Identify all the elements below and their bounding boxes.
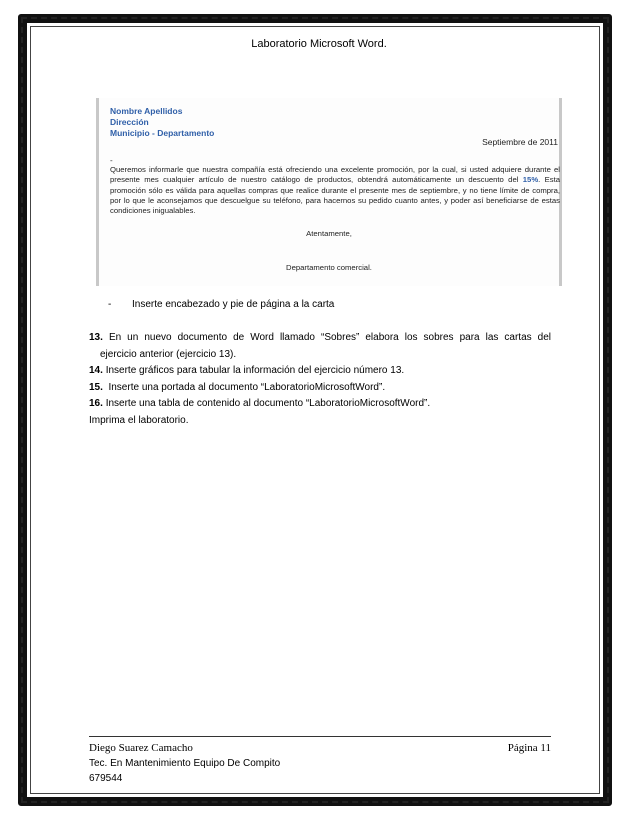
exercise-item-15 xyxy=(89,380,551,397)
letter-dot: - xyxy=(110,156,113,165)
footer-page-number: Página 11 xyxy=(507,742,551,754)
page-footer xyxy=(89,736,551,784)
letter-recipient xyxy=(110,106,214,139)
exercise-number: 16. xyxy=(89,398,103,409)
letter-left-edge xyxy=(96,98,99,286)
letter-name: Nombre Apellidos xyxy=(110,106,183,116)
exercise-number: 14. xyxy=(89,365,103,376)
bullet-item xyxy=(108,299,334,310)
exercise-list xyxy=(89,330,551,429)
letter-body-after: . Esta promoción sólo es válida para aquellas compras que realice durante el presente mes de septiembre, y no tiene límite de compra, por lo que le aconsejamos que descuelgue su teléfono, para hacernos su pedido cuanto antes, y poder así beneficiarse de estas condiciones inigualables. xyxy=(110,175,561,216)
exercise-item-13 xyxy=(89,330,551,347)
letter-date: Septiembre de 2011 xyxy=(482,137,558,147)
exercise-text: Inserte una portada al documento “LaboratorioMicrosoftWord”. xyxy=(108,381,386,393)
bullet-dash: - xyxy=(108,299,112,310)
exercise-text: Inserte gráficos para tabular la información del ejercicio número 13. xyxy=(105,365,405,376)
exercise-item-14 xyxy=(89,363,551,380)
letter-address: Dirección xyxy=(110,117,149,127)
exercise-item-16 xyxy=(89,396,551,413)
exercise-text: Inserte una tabla de contenido al documento “LaboratorioMicrosoftWord”. xyxy=(105,398,431,409)
letter-image xyxy=(96,98,562,286)
exercise-number: 13. xyxy=(89,332,103,343)
letter-body xyxy=(110,165,560,216)
page-header-title: Laboratorio Microsoft Word. xyxy=(251,38,387,50)
letter-signature: Departamento comercial. xyxy=(286,263,372,272)
letter-body-before: Queremos informarle que nuestra compañía está ofreciendo una excelente promoción, por la cual, si usted adquiere durante el presente mes cualquier artículo de nuestro catálogo de productos, obtendrá automáticamente un descuento del xyxy=(110,165,560,185)
exercise-number: 15. xyxy=(89,381,103,393)
letter-city: Municipio - Departamento xyxy=(110,128,215,138)
letter-discount: 15% xyxy=(522,175,539,185)
footer-row xyxy=(89,742,551,754)
footer-program: Tec. En Mantenimiento Equipo De Compito xyxy=(89,758,281,769)
exercise-text: En un nuevo documento de Word llamado “Sobres” elabora los sobres para las cartas del xyxy=(108,332,551,343)
letter-closing: Atentamente, xyxy=(306,229,352,238)
bullet-text: Inserte encabezado y pie de página a la carta xyxy=(132,299,335,310)
exercise-item-13-cont: ejercicio anterior (ejercicio 13). xyxy=(100,348,237,360)
final-instruction: Imprima el laboratorio. xyxy=(89,414,189,426)
footer-code: 679544 xyxy=(89,773,123,784)
footer-author: Diego Suarez Camacho xyxy=(89,742,193,754)
